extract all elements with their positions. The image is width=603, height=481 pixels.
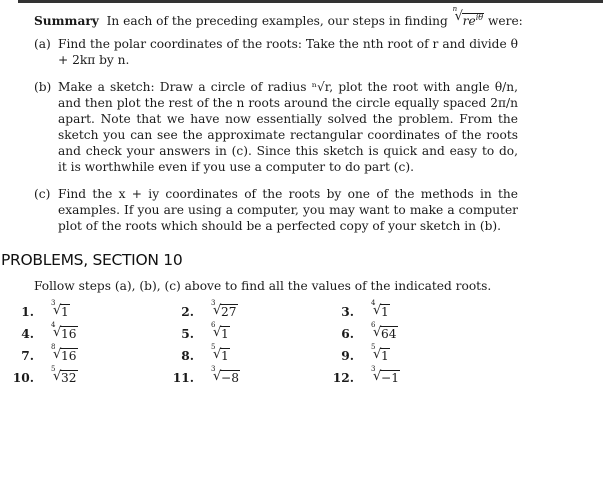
step-c: [34, 186, 518, 234]
problem-item: [326, 365, 400, 388]
problem-radical: [210, 343, 230, 364]
radical-arg: −1: [381, 371, 399, 385]
section-instructions: Follow steps (a), (b), (c) above to find all the values of the indicated roots.: [34, 279, 492, 293]
problem-number: 10.: [12, 371, 34, 385]
problem-number: 1.: [21, 305, 34, 319]
problem-item: [326, 299, 390, 322]
radical-arg: 1: [381, 349, 389, 363]
step-b-label: (b): [34, 80, 52, 94]
summary-radical-exp: iθ: [475, 13, 484, 22]
problem-radical: [210, 365, 240, 386]
problem-radical: [210, 321, 230, 342]
radical-arg: 1: [381, 305, 389, 319]
top-rule: [18, 0, 603, 3]
radical-index: 3: [211, 365, 216, 373]
problem-item: [166, 343, 230, 366]
radical-sign-icon: √: [373, 303, 382, 318]
radical-sign-icon: √: [373, 325, 382, 340]
problem-number: 4.: [21, 327, 34, 341]
radical-index: 6: [211, 321, 216, 329]
summary-radical: [452, 5, 484, 29]
radical-arg: 16: [61, 327, 77, 341]
radical-sign-icon: √: [213, 325, 222, 340]
problem-radical: [370, 365, 400, 386]
radical-index: 4: [371, 299, 376, 307]
radical-sign-icon: √: [213, 369, 222, 384]
problem-item: [6, 365, 78, 388]
problem-number: 8.: [181, 349, 194, 363]
problem-item: [326, 321, 398, 344]
problem-list: [0, 300, 603, 390]
radical-index: 3: [51, 299, 56, 307]
summary-heading: Summary: [34, 14, 99, 29]
problem-number: 2.: [181, 305, 194, 319]
problem-item: [6, 343, 78, 366]
radical-sign-icon: √: [373, 369, 382, 384]
problem-number: 3.: [341, 305, 354, 319]
radical-sign-icon: √: [53, 369, 62, 384]
radical-sign-icon: √: [53, 325, 62, 340]
step-a: [34, 36, 518, 68]
radical-index: 3: [371, 365, 376, 373]
problem-item: [166, 321, 230, 344]
problem-number: 7.: [21, 349, 34, 363]
problem-item: [6, 299, 70, 322]
radical-sign-icon: √: [213, 347, 222, 362]
radical-sign-icon: √: [213, 303, 222, 318]
radical-index: 5: [371, 343, 376, 351]
radical-sign-icon: √: [454, 9, 463, 24]
problem-item: [6, 321, 78, 344]
problem-radical: [50, 321, 78, 342]
problem-number: 11.: [172, 371, 194, 385]
radical-index: 6: [371, 321, 376, 329]
step-c-text: Find the x + iy coordinates of the roots by one of the methods in the examples. If you are using a computer, you may want to make a computer plot of the roots which should be a perfected copy of your sketch in (b).: [58, 187, 518, 233]
radical-arg: 1: [221, 349, 229, 363]
step-c-label: (c): [34, 187, 51, 201]
problem-number: 5.: [181, 327, 194, 341]
radical-sign-icon: √: [373, 347, 382, 362]
section-title: PROBLEMS, SECTION 10: [1, 251, 183, 269]
radical-sign-icon: √: [53, 347, 62, 362]
radical-index: 8: [51, 343, 56, 351]
summary-paragraph: [34, 5, 524, 29]
radical-index: 5: [51, 365, 56, 373]
problem-radical: [50, 299, 70, 320]
radical-arg: 32: [61, 371, 77, 385]
radical-sign-icon: √: [53, 303, 62, 318]
radical-arg: 16: [61, 349, 77, 363]
step-a-label: (a): [34, 37, 51, 51]
problem-item: [166, 365, 240, 388]
summary-radical-index: n: [452, 5, 458, 13]
problem-item: [166, 299, 238, 322]
radical-index: 5: [211, 343, 216, 351]
problem-number: 6.: [341, 327, 354, 341]
radical-arg: −8: [221, 371, 239, 385]
radical-index: 3: [211, 299, 216, 307]
problem-number: 12.: [332, 371, 354, 385]
summary-radical-arg: re: [462, 14, 476, 29]
radical-arg: 27: [221, 305, 237, 319]
problem-number: 9.: [341, 349, 354, 363]
problem-item: [326, 343, 390, 366]
radical-index: 4: [51, 321, 56, 329]
radical-arg: 1: [221, 327, 229, 341]
problem-radical: [210, 299, 238, 320]
step-a-text: Find the polar coordinates of the roots: Take the nth root of r and divide θ + 2kπ by n.: [58, 37, 518, 67]
step-b: [34, 79, 518, 175]
problem-radical: [370, 343, 390, 364]
radical-arg: 64: [381, 327, 397, 341]
problem-radical: [50, 343, 78, 364]
problem-radical: [50, 365, 78, 386]
problem-radical: [370, 321, 398, 342]
radical-arg: 1: [61, 305, 69, 319]
summary-text-end: were:: [487, 14, 523, 29]
step-b-text: Make a sketch: Draw a circle of radius ⁿ√r, plot the root with angle θ/n, and then plot the rest of the n roots around the circle equally spaced 2π/n apart. Note that we have now essentially solved the problem. From the sketch you can see the approximate rectangular coordinates of the roots and check your answers in (c). Since this sketch is quick and easy to do, it is worthwhile even if you use a computer to do part (c).: [58, 80, 518, 174]
summary-text: In each of the preceding examples, our steps in finding: [106, 14, 448, 29]
problem-radical: [370, 299, 390, 320]
